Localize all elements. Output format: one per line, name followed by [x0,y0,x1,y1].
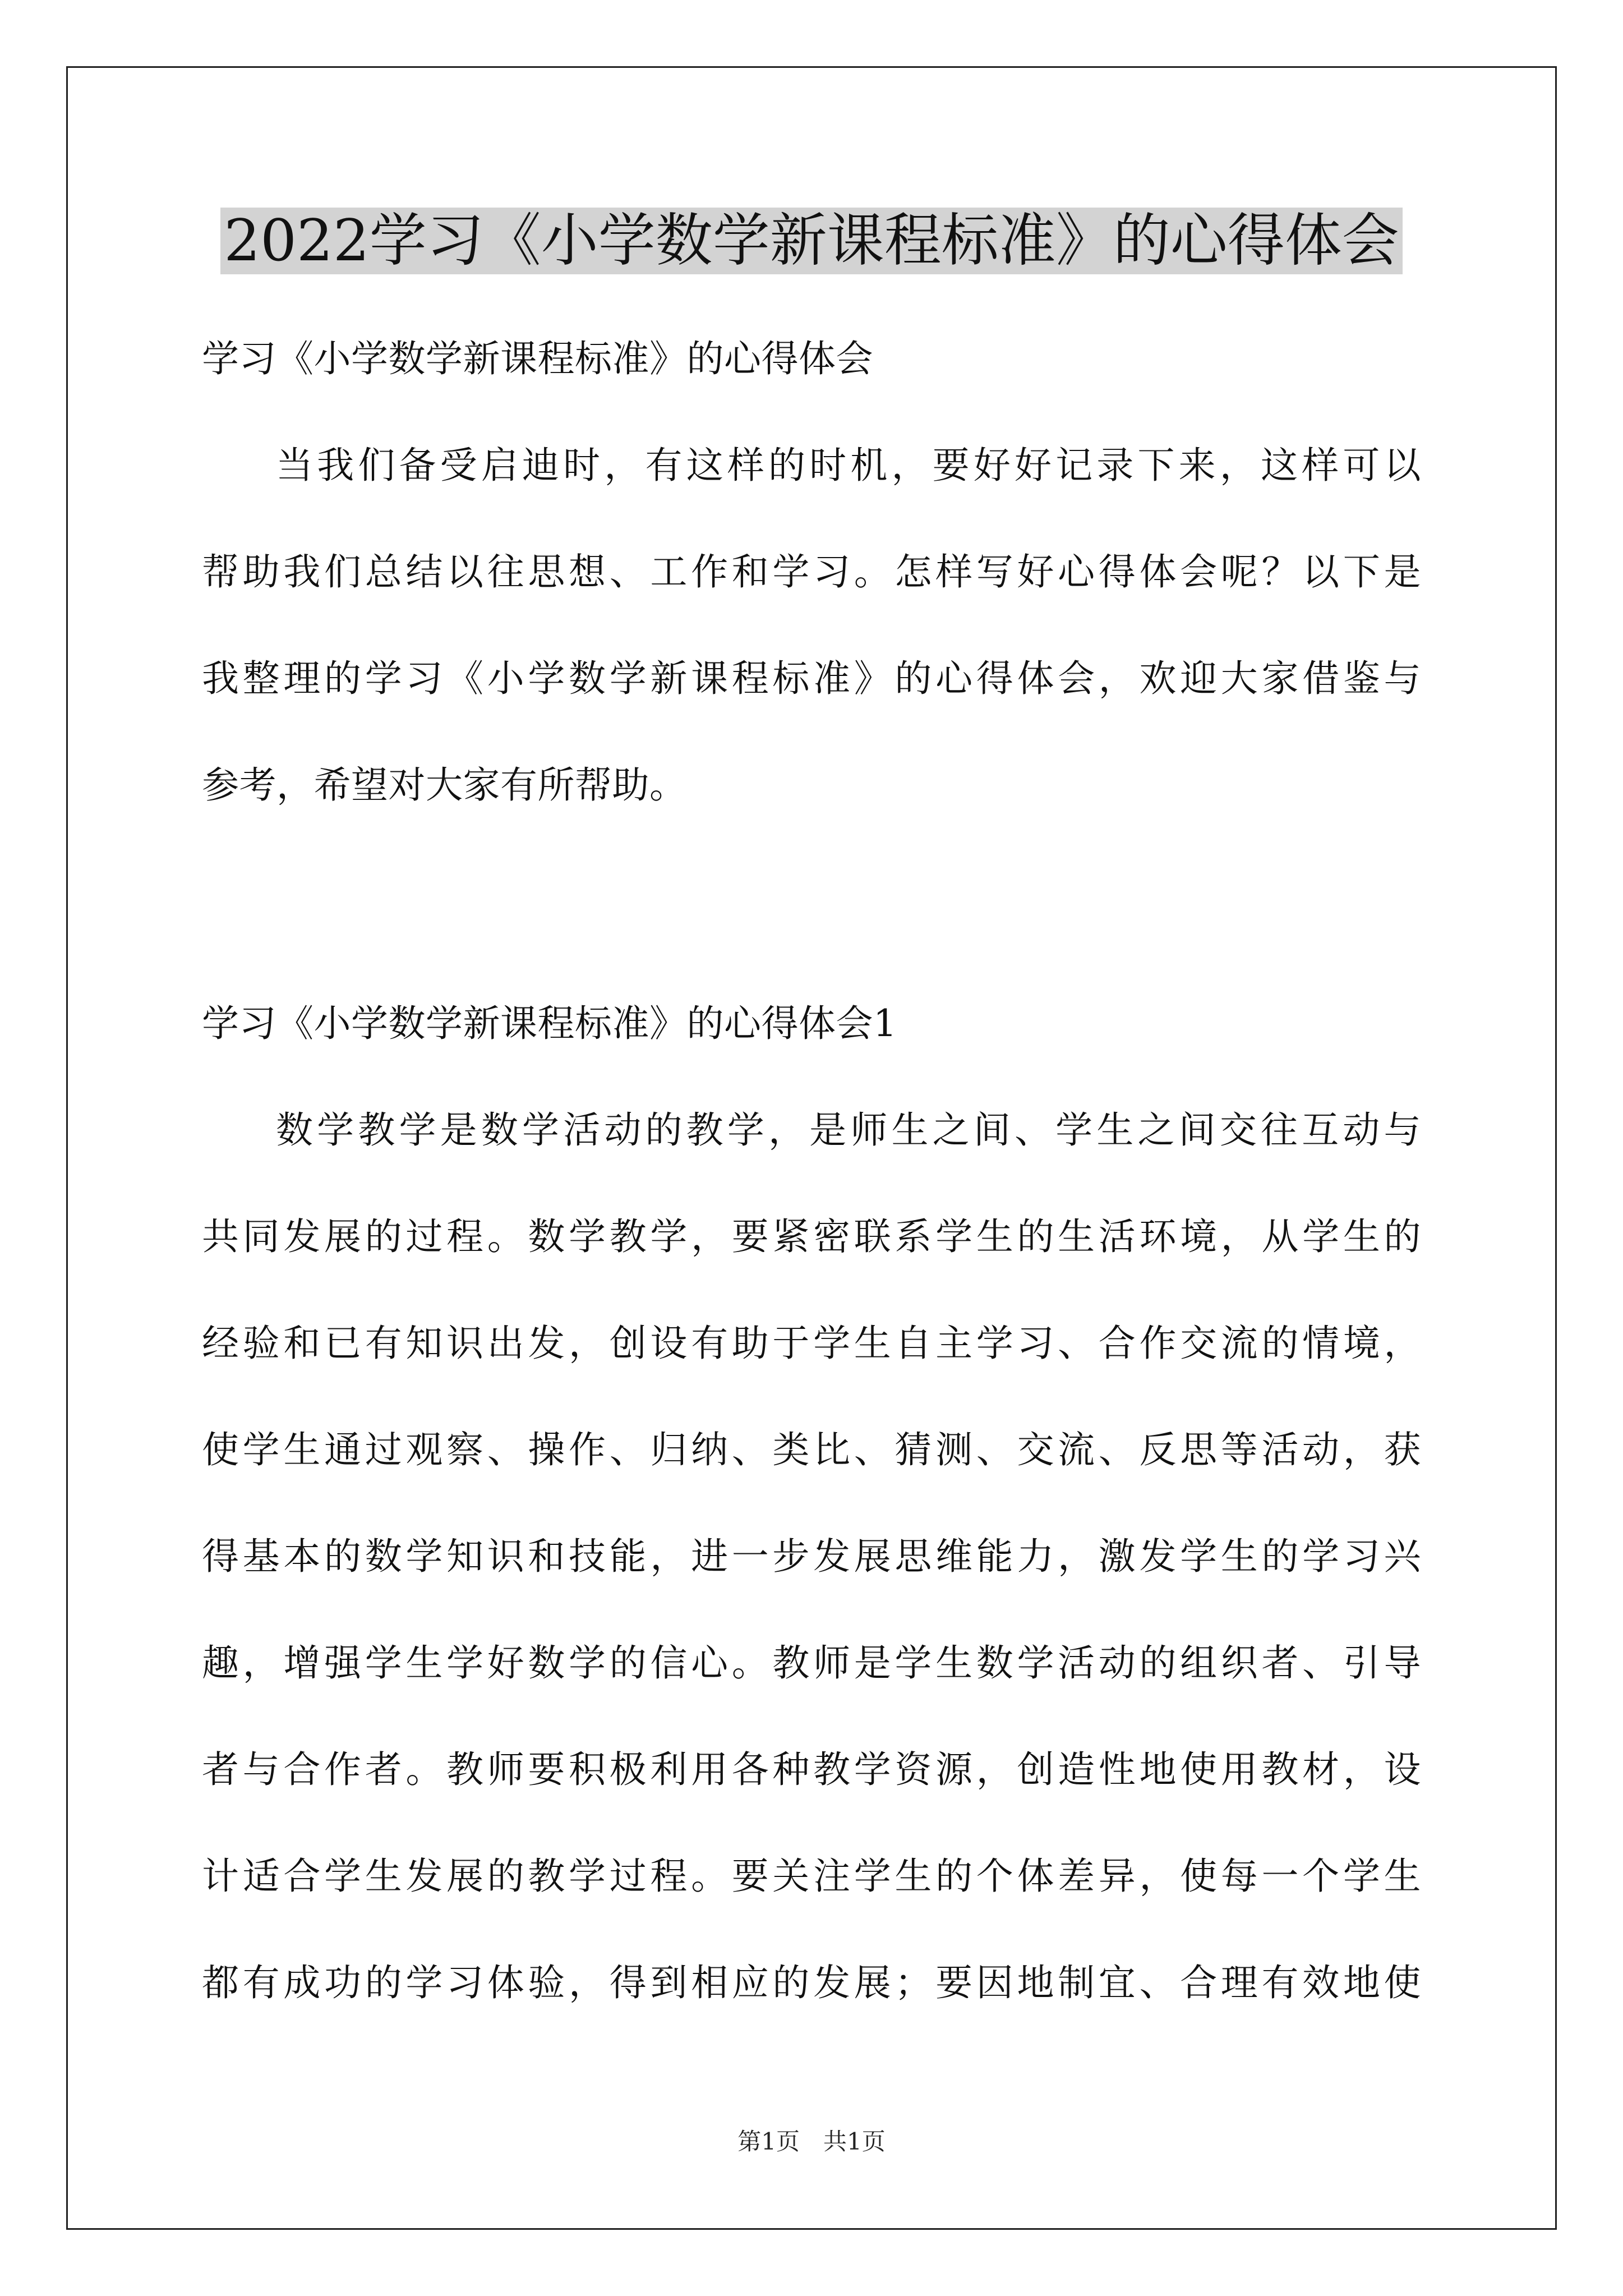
section1-paragraph [202,1077,1421,2036]
section1-line: 数学教学是数学活动的教学，是师生之间、学生之间交往互动与 [276,1108,1421,1152]
intro-line: 我整理的学习《小学数学新课程标准》的心得体会，欢迎大家借鉴与 [202,657,1421,700]
section1-line: 共同发展的过程。数学教学，要紧密联系学生的生活环境，从学生的 [202,1215,1421,1258]
subtitle: 学习《小学数学新课程标准》的心得体会 [202,337,873,380]
section1-line: 趣，增强学生学好数学的信心。教师是学生数学活动的组织者、引导 [202,1641,1421,1685]
page-footer: 第1页 共1页 [737,2128,886,2155]
section1-heading: 学习《小学数学新课程标准》的心得体会1 [202,1002,897,1045]
document-title [202,199,1421,283]
section1-line: 经验和已有知识出发，创设有助于学生自主学习、合作交流的情境， [202,1322,1421,1365]
document-title-text: 2022学习《小学数学新课程标准》的心得体会 [220,208,1403,274]
intro-line: 参考，希望对大家有所帮助。 [202,763,687,807]
section1-line: 者与合作者。教师要积极利用各种教学资源，创造性地使用教材，设 [202,1748,1421,1791]
intro-paragraph [202,412,1421,839]
section1-line: 得基本的数学知识和技能，进一步发展思维能力，激发学生的学习兴 [202,1535,1421,1578]
intro-line: 帮助我们总结以往思想、工作和学习。怎样写好心得体会呢？以下是 [202,550,1421,593]
section1-line: 计适合学生发展的教学过程。要关注学生的个体差异，使每一个学生 [202,1855,1421,1898]
section1-heading-block [202,970,1421,1077]
section1-line: 都有成功的学习体验，得到相应的发展；要因地制宜、合理有效地使 [202,1961,1421,2004]
section1-line: 使学生通过观察、操作、归纳、类比、猜测、交流、反思等活动，获 [202,1428,1421,1471]
intro-line: 当我们备受启迪时，有这样的时机，要好好记录下来，这样可以 [276,444,1421,487]
subtitle-block [202,306,1421,412]
